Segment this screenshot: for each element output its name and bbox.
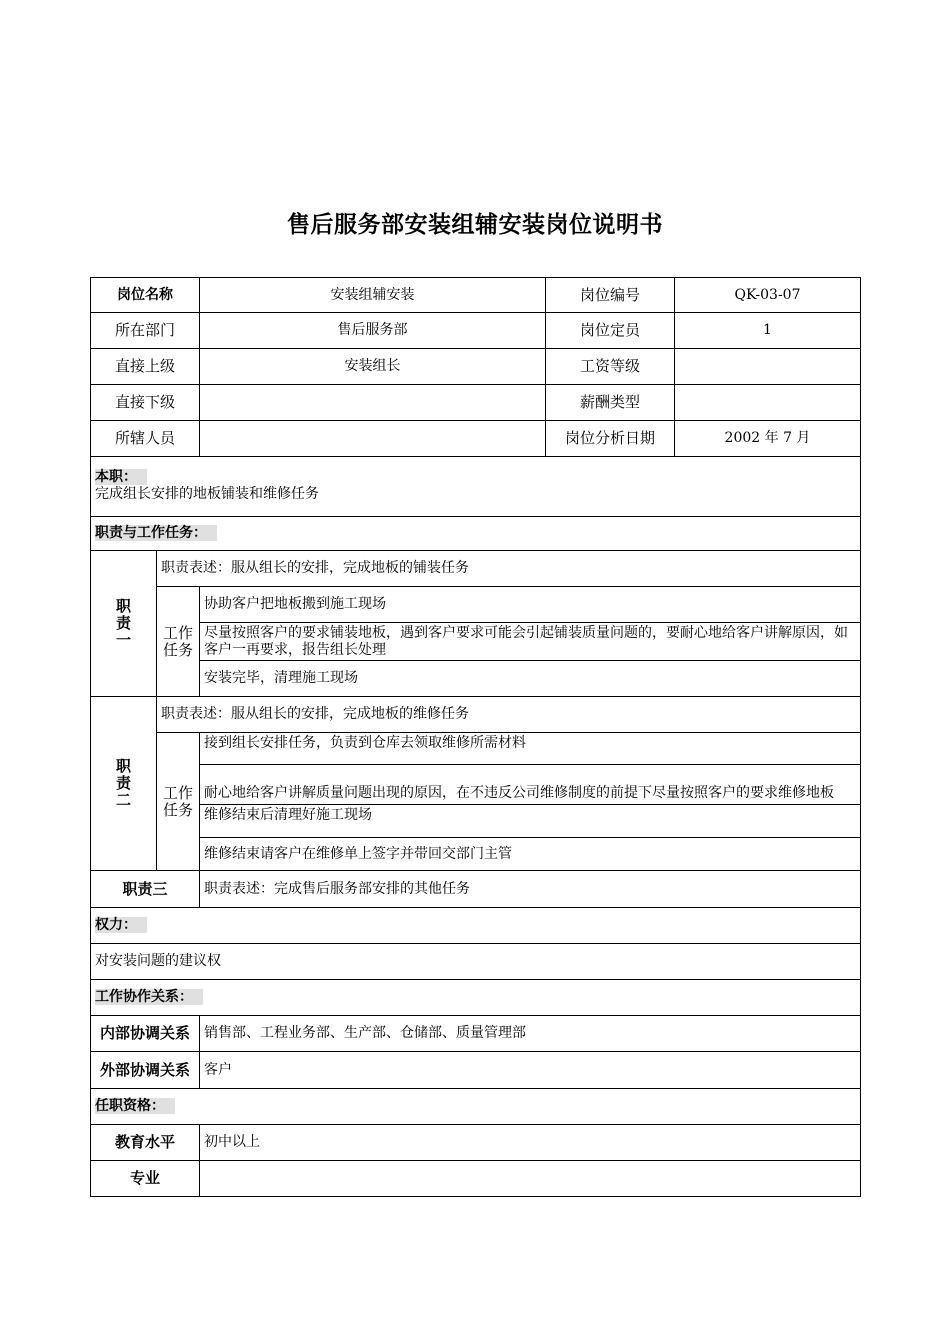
duty2-task-2: 耐心地给客户讲解质量问题出现的原因，在不违反公司维修制度的前提下尽量按照客户的要求维修地板 bbox=[200, 765, 861, 805]
education-value: 初中以上 bbox=[200, 1125, 861, 1161]
duty2-statement-row bbox=[91, 697, 861, 733]
headcount-value: 1 bbox=[675, 313, 861, 349]
major-value bbox=[200, 1161, 861, 1197]
education-label: 教育水平 bbox=[91, 1125, 200, 1161]
duty2-statement: 职责表述：服从组长的安排，完成地板的维修任务 bbox=[157, 697, 861, 733]
salary-grade-value bbox=[675, 349, 861, 385]
duty2-task-row bbox=[91, 838, 861, 871]
row-main-duty bbox=[91, 457, 861, 517]
internal-value: 销售部、工程业务部、生产部、仓储部、质量管理部 bbox=[200, 1016, 861, 1052]
row-qualification-header bbox=[91, 1089, 861, 1125]
duty1-task-1: 协助客户把地板搬到施工现场 bbox=[200, 587, 861, 623]
row-authority bbox=[91, 944, 861, 980]
duty1-task-label: 工作 任务 bbox=[157, 587, 200, 697]
duty1-side-label: 职 责 一 bbox=[91, 551, 157, 697]
duty1-task-3: 安装完毕，清理施工现场 bbox=[200, 661, 861, 697]
analysis-date-label: 岗位分析日期 bbox=[546, 421, 675, 457]
internal-label: 内部协调关系 bbox=[91, 1016, 200, 1052]
staff-label: 所辖人员 bbox=[91, 421, 200, 457]
duty2-task-3: 维修结束后清理好施工现场 bbox=[200, 805, 861, 838]
row-education bbox=[91, 1125, 861, 1161]
position-name-label: 岗位名称 bbox=[91, 278, 200, 313]
position-no-label: 岗位编号 bbox=[546, 278, 675, 313]
duty1-task-row bbox=[91, 661, 861, 697]
duty3-side-label: 职责三 bbox=[91, 871, 200, 908]
job-description-table bbox=[90, 277, 861, 1197]
row-subordinate bbox=[91, 385, 861, 421]
major-label: 专业 bbox=[91, 1161, 200, 1197]
row-major bbox=[91, 1161, 861, 1197]
duty2-task-row bbox=[91, 805, 861, 838]
row-department bbox=[91, 313, 861, 349]
row-responsibilities-header bbox=[91, 517, 861, 551]
duty3-statement: 职责表述：完成售后服务部安排的其他任务 bbox=[200, 871, 861, 908]
department-label: 所在部门 bbox=[91, 313, 200, 349]
row-superior bbox=[91, 349, 861, 385]
subordinate-value bbox=[200, 385, 546, 421]
position-name-value: 安装组辅安装 bbox=[200, 278, 546, 313]
qualification-label: 任职资格： bbox=[91, 1089, 861, 1125]
duty2-task-row bbox=[91, 733, 861, 765]
responsibilities-label: 职责与工作任务： bbox=[91, 517, 861, 551]
subordinate-label: 直接下级 bbox=[91, 385, 200, 421]
position-no-value: QK-03-07 bbox=[675, 278, 861, 313]
main-duty-cell bbox=[91, 457, 861, 517]
external-value: 客户 bbox=[200, 1052, 861, 1089]
row-external bbox=[91, 1052, 861, 1089]
cooperation-label: 工作协作关系： bbox=[91, 980, 861, 1016]
authority-text: 对安装问题的建议权 bbox=[91, 944, 861, 980]
duty2-task-label: 工作 任务 bbox=[157, 733, 200, 871]
pay-type-label: 薪酬类型 bbox=[546, 385, 675, 421]
external-label: 外部协调关系 bbox=[91, 1052, 200, 1089]
duty2-task-4: 维修结束请客户在维修单上签字并带回交部门主管 bbox=[200, 838, 861, 871]
row-staff bbox=[91, 421, 861, 457]
superior-label: 直接上级 bbox=[91, 349, 200, 385]
duty1-statement-row bbox=[91, 551, 861, 587]
department-value: 售后服务部 bbox=[200, 313, 546, 349]
duty1-task-row bbox=[91, 623, 861, 661]
duty1-task-2: 尽量按照客户的要求铺装地板，遇到客户要求可能会引起铺装质量问题的，要耐心地给客户讲解原因，如客户一再要求，报告组长处理 bbox=[200, 623, 861, 661]
duty2-task-1: 接到组长安排任务，负责到仓库去领取维修所需材料 bbox=[200, 733, 861, 765]
salary-grade-label: 工资等级 bbox=[546, 349, 675, 385]
duty2-task-row bbox=[91, 765, 861, 805]
superior-value: 安装组长 bbox=[200, 349, 546, 385]
staff-value bbox=[200, 421, 546, 457]
pay-type-value bbox=[675, 385, 861, 421]
row-cooperation-header bbox=[91, 980, 861, 1016]
headcount-label: 岗位定员 bbox=[546, 313, 675, 349]
row-authority-header bbox=[91, 908, 861, 944]
analysis-date-value: 2002 年 7 月 bbox=[675, 421, 861, 457]
duty3-row bbox=[91, 871, 861, 908]
row-position-name bbox=[91, 278, 861, 313]
main-duty-text: 完成组长安排的地板铺装和维修任务 bbox=[95, 486, 319, 502]
main-duty-label: 本职： bbox=[95, 469, 856, 486]
page-title: 售后服务部安装组辅安装岗位说明书 bbox=[287, 212, 663, 238]
duty1-task-row bbox=[91, 587, 861, 623]
authority-label: 权力： bbox=[91, 908, 861, 944]
duty1-statement: 职责表述：服从组长的安排，完成地板的铺装任务 bbox=[157, 551, 861, 587]
duty2-side-label: 职 责 二 bbox=[91, 697, 157, 871]
row-internal bbox=[91, 1016, 861, 1052]
